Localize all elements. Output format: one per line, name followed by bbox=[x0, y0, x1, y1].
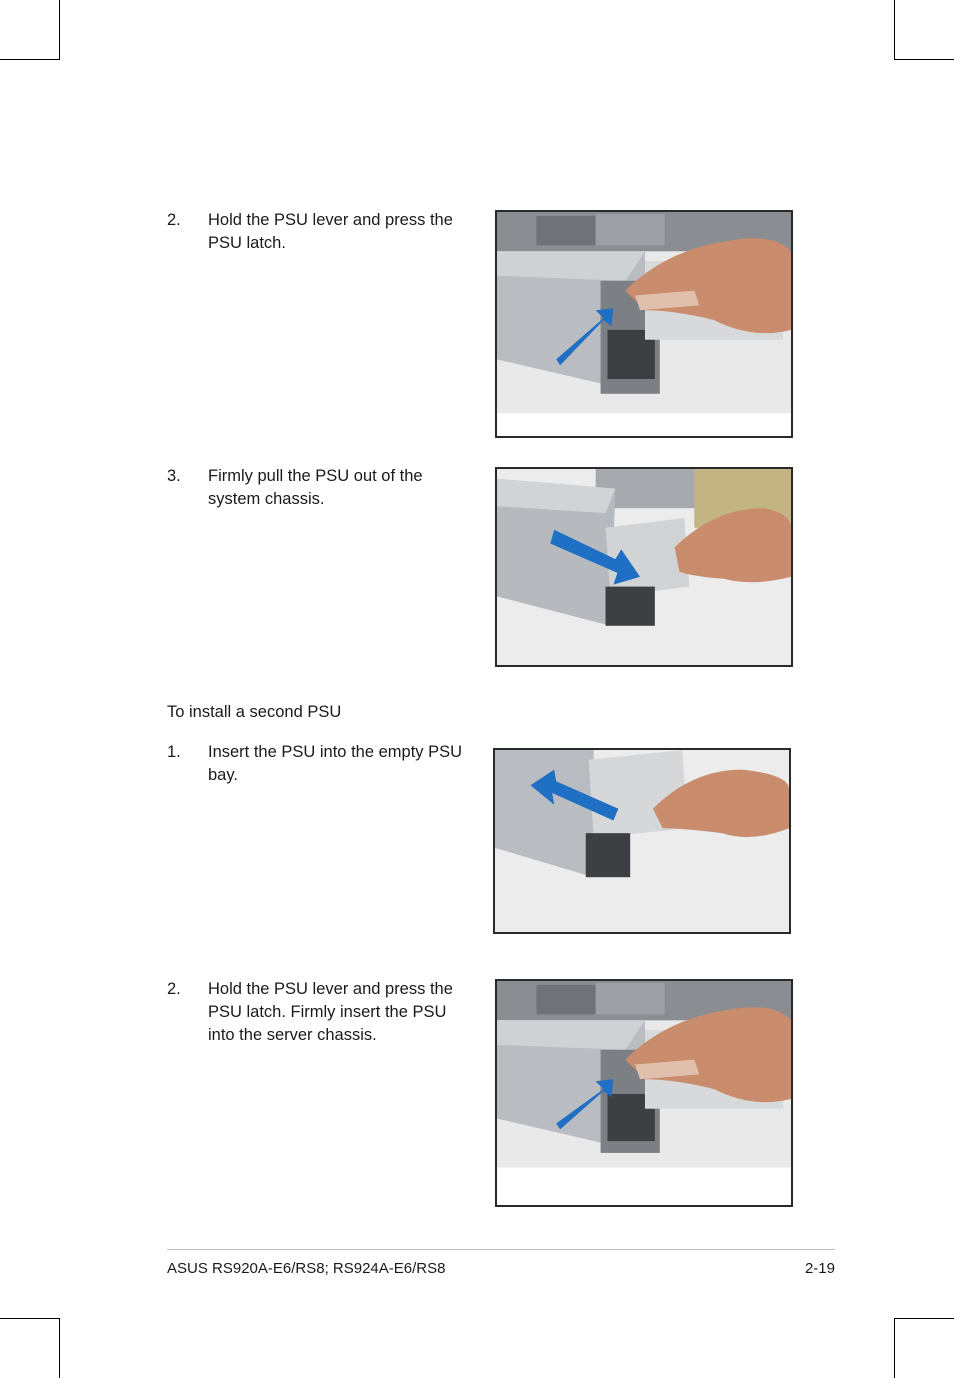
photo-press-psu-latch bbox=[495, 210, 793, 438]
install-heading: To install a second PSU bbox=[167, 703, 342, 721]
removal-step-2 bbox=[167, 209, 477, 255]
step-text: Hold the PSU lever and press the PSU latch. Firmly insert the PSU into the server chassis. bbox=[208, 980, 453, 1044]
photo-insert-psu bbox=[493, 748, 791, 934]
crop-mark-bottom-right-h bbox=[894, 1318, 954, 1319]
step-number: 2. bbox=[167, 211, 181, 229]
step-number: 3. bbox=[167, 467, 181, 485]
crop-mark-top-right-v bbox=[894, 0, 895, 60]
step-number: 2. bbox=[167, 980, 181, 998]
step-number: 1. bbox=[167, 743, 181, 761]
install-step-2 bbox=[167, 978, 477, 1047]
step-text: Firmly pull the PSU out of the system chassis. bbox=[208, 467, 423, 508]
crop-mark-top-left-h bbox=[0, 59, 60, 60]
step-text: Hold the PSU lever and press the PSU latch. bbox=[208, 211, 453, 252]
install-step-1 bbox=[167, 741, 477, 787]
footer-rule bbox=[167, 1249, 835, 1250]
photo-pull-psu-out bbox=[495, 467, 793, 667]
crop-mark-top-left-v bbox=[59, 0, 60, 60]
crop-mark-bottom-left-v bbox=[59, 1318, 60, 1378]
footer-page-number: 2-19 bbox=[804, 1260, 835, 1277]
crop-mark-bottom-left-h bbox=[0, 1318, 60, 1319]
footer-product: ASUS RS920A-E6/RS8; RS924A-E6/RS8 bbox=[167, 1260, 446, 1277]
photo-insert-psu-press-latch bbox=[495, 979, 793, 1207]
crop-mark-bottom-right-v bbox=[894, 1318, 895, 1378]
removal-step-3 bbox=[167, 465, 477, 511]
crop-mark-top-right-h bbox=[894, 59, 954, 60]
step-text: Insert the PSU into the empty PSU bay. bbox=[208, 743, 463, 784]
